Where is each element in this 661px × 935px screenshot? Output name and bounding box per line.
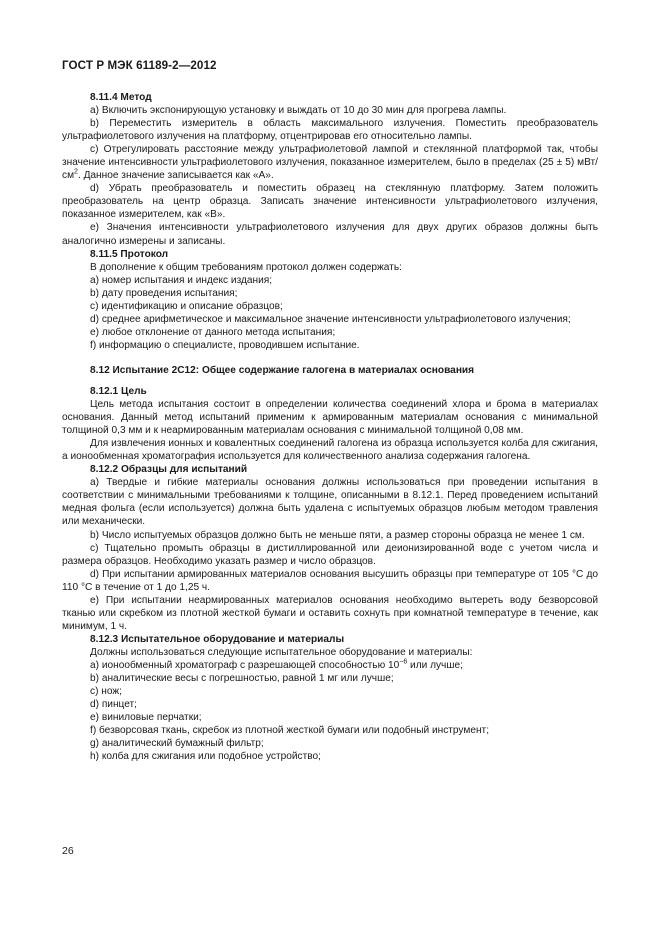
paragraph-8-11-4-b: b) Переместить измеритель в область максимального излучения. Поместить преобразователь ультрафиолетового излучения на платформу, отцентрировав его относительно лампы. xyxy=(62,118,598,143)
section-heading-8-12: 8.12 Испытание 2С12: Общее содержание галогена в материалах основания xyxy=(90,364,475,376)
paragraph-8-11-4-a: а) Включить экспонирующую установку и выждать от 10 до 30 мин для прогрева лампы. xyxy=(90,105,507,117)
list-item: с) идентификацию и описание образцов; xyxy=(90,300,283,312)
document-body xyxy=(62,91,598,763)
text-run: или лучше; xyxy=(407,659,463,671)
paragraph-8-11-5-intro: В дополнение к общим требованиям протокол должен содержать: xyxy=(90,261,402,273)
section-heading-8-11-5: 8.11.5 Протокол xyxy=(90,248,169,260)
list-item: е) При испытании неармированных материалов основания необходимо вытереть воду безворсовой тканью или скребком из плотной жесткой бумаги и оставить сохнуть при комнатной температуре в течение, как минимум, 1 ч. xyxy=(62,594,598,632)
list-item: е) виниловые перчатки; xyxy=(90,712,202,724)
paragraph-8-12-1-p1: Цель метода испытания состоит в определении количества соединений хлора и брома в материалах основания. Данный метод испытаний применим к армированным материалам основания с минимальной толщиной 0,3 мм и к неармированным материалам основания с минимальной толщиной 0,08 мм. xyxy=(62,399,598,437)
list-item: а) Твердые и гибкие материалы основания должны использоваться при проведении испытания в соответствии с минимальными требованиями к толщине, описанными в 8.12.1. Перед проведением испытаний медная фольга (если используется) должна быть удалена с испытуемых образцов любым методом травления или механически. xyxy=(62,477,598,528)
list-item: с) нож; xyxy=(90,686,122,698)
paragraph-8-12-1-p2: Для извлечения ионных и ковалентных соединений галогена из образца используется колба для сжигания, а ионообменная хроматография используется для количественного анализа содержания галогена. xyxy=(62,438,598,463)
list-item: d) При испытании армированных материалов основания высушить образцы при температуре от 105 °С до 110 °С в течение от 1 до 1,25 ч. xyxy=(62,568,598,593)
paragraph-8-11-4-c xyxy=(62,143,598,182)
text-run: с) Отрегулировать расстояние между ультрафиолетовой лампой и стеклянной платформой так, чтобы значение интенсивности ультрафиолетового излучения, показанное измерителем, было в пределах (25 ± 5) мВт/см xyxy=(62,144,598,182)
paragraph-8-11-4-d: d) Убрать преобразователь и поместить образец на стеклянную платформу. Затем положить преобразователь на центр образца. Записать значение интенсивности ультрафиолетового излучения, показанное измерителем, как «В». xyxy=(62,183,598,221)
list-item: d) пинцет; xyxy=(90,699,137,711)
list-item: b) Число испытуемых образцов должно быть не меньше пяти, а размер стороны образца не менее 1 см. xyxy=(90,529,585,541)
list-item: b) аналитические весы с погрешностью, равной 1 мг или лучше; xyxy=(90,673,394,685)
list-item: b) дату проведения испытания; xyxy=(90,287,238,299)
list-item xyxy=(62,659,598,672)
list-item: е) любое отклонение от данного метода испытания; xyxy=(90,326,336,338)
list-item: d) среднее арифметическое и максимальное значение интенсивности ультрафиолетового излучения; xyxy=(90,313,571,325)
section-heading-8-12-1: 8.12.1 Цель xyxy=(90,385,147,397)
list-item: g) аналитический бумажный фильтр; xyxy=(90,738,264,750)
section-heading-8-12-2: 8.12.2 Образцы для испытаний xyxy=(90,464,248,476)
text-run: а) ионообменный хроматограф с разрешающей способностью 10 xyxy=(90,659,400,671)
section-heading-8-12-3: 8.12.3 Испытательное оборудование и материалы xyxy=(90,633,345,645)
superscript: −6 xyxy=(399,658,408,666)
document-header: ГОСТ Р МЭК 61189-2—2012 xyxy=(62,59,217,72)
superscript: 2 xyxy=(74,168,78,176)
list-item: f) безворсовая ткань, скребок из плотной жесткой бумаги или подобный инструмент; xyxy=(90,725,490,737)
page-number: 26 xyxy=(62,845,74,857)
paragraph-8-11-4-e: е) Значения интенсивности ультрафиолетового излучения для двух других образов должны быть аналогично измерены и записаны. xyxy=(62,222,598,247)
text-run: . Данное значение записывается как «А». xyxy=(77,170,274,182)
paragraph-8-12-3-intro: Должны использоваться следующие испытательное оборудование и материалы: xyxy=(90,646,473,658)
list-item: f) информацию о специалисте, проводившем испытание. xyxy=(90,339,360,351)
list-item: h) колба для сжигания или подобное устройство; xyxy=(90,751,321,763)
list-item: а) номер испытания и индекс издания; xyxy=(90,274,273,286)
section-heading-8-11-4: 8.11.4 Метод xyxy=(90,92,152,103)
list-item: с) Тщательно промыть образцы в дистиллированной или деионизированной воде с учетом числа и размера образцов. Необходимо указать размер и число образцов. xyxy=(62,542,598,567)
